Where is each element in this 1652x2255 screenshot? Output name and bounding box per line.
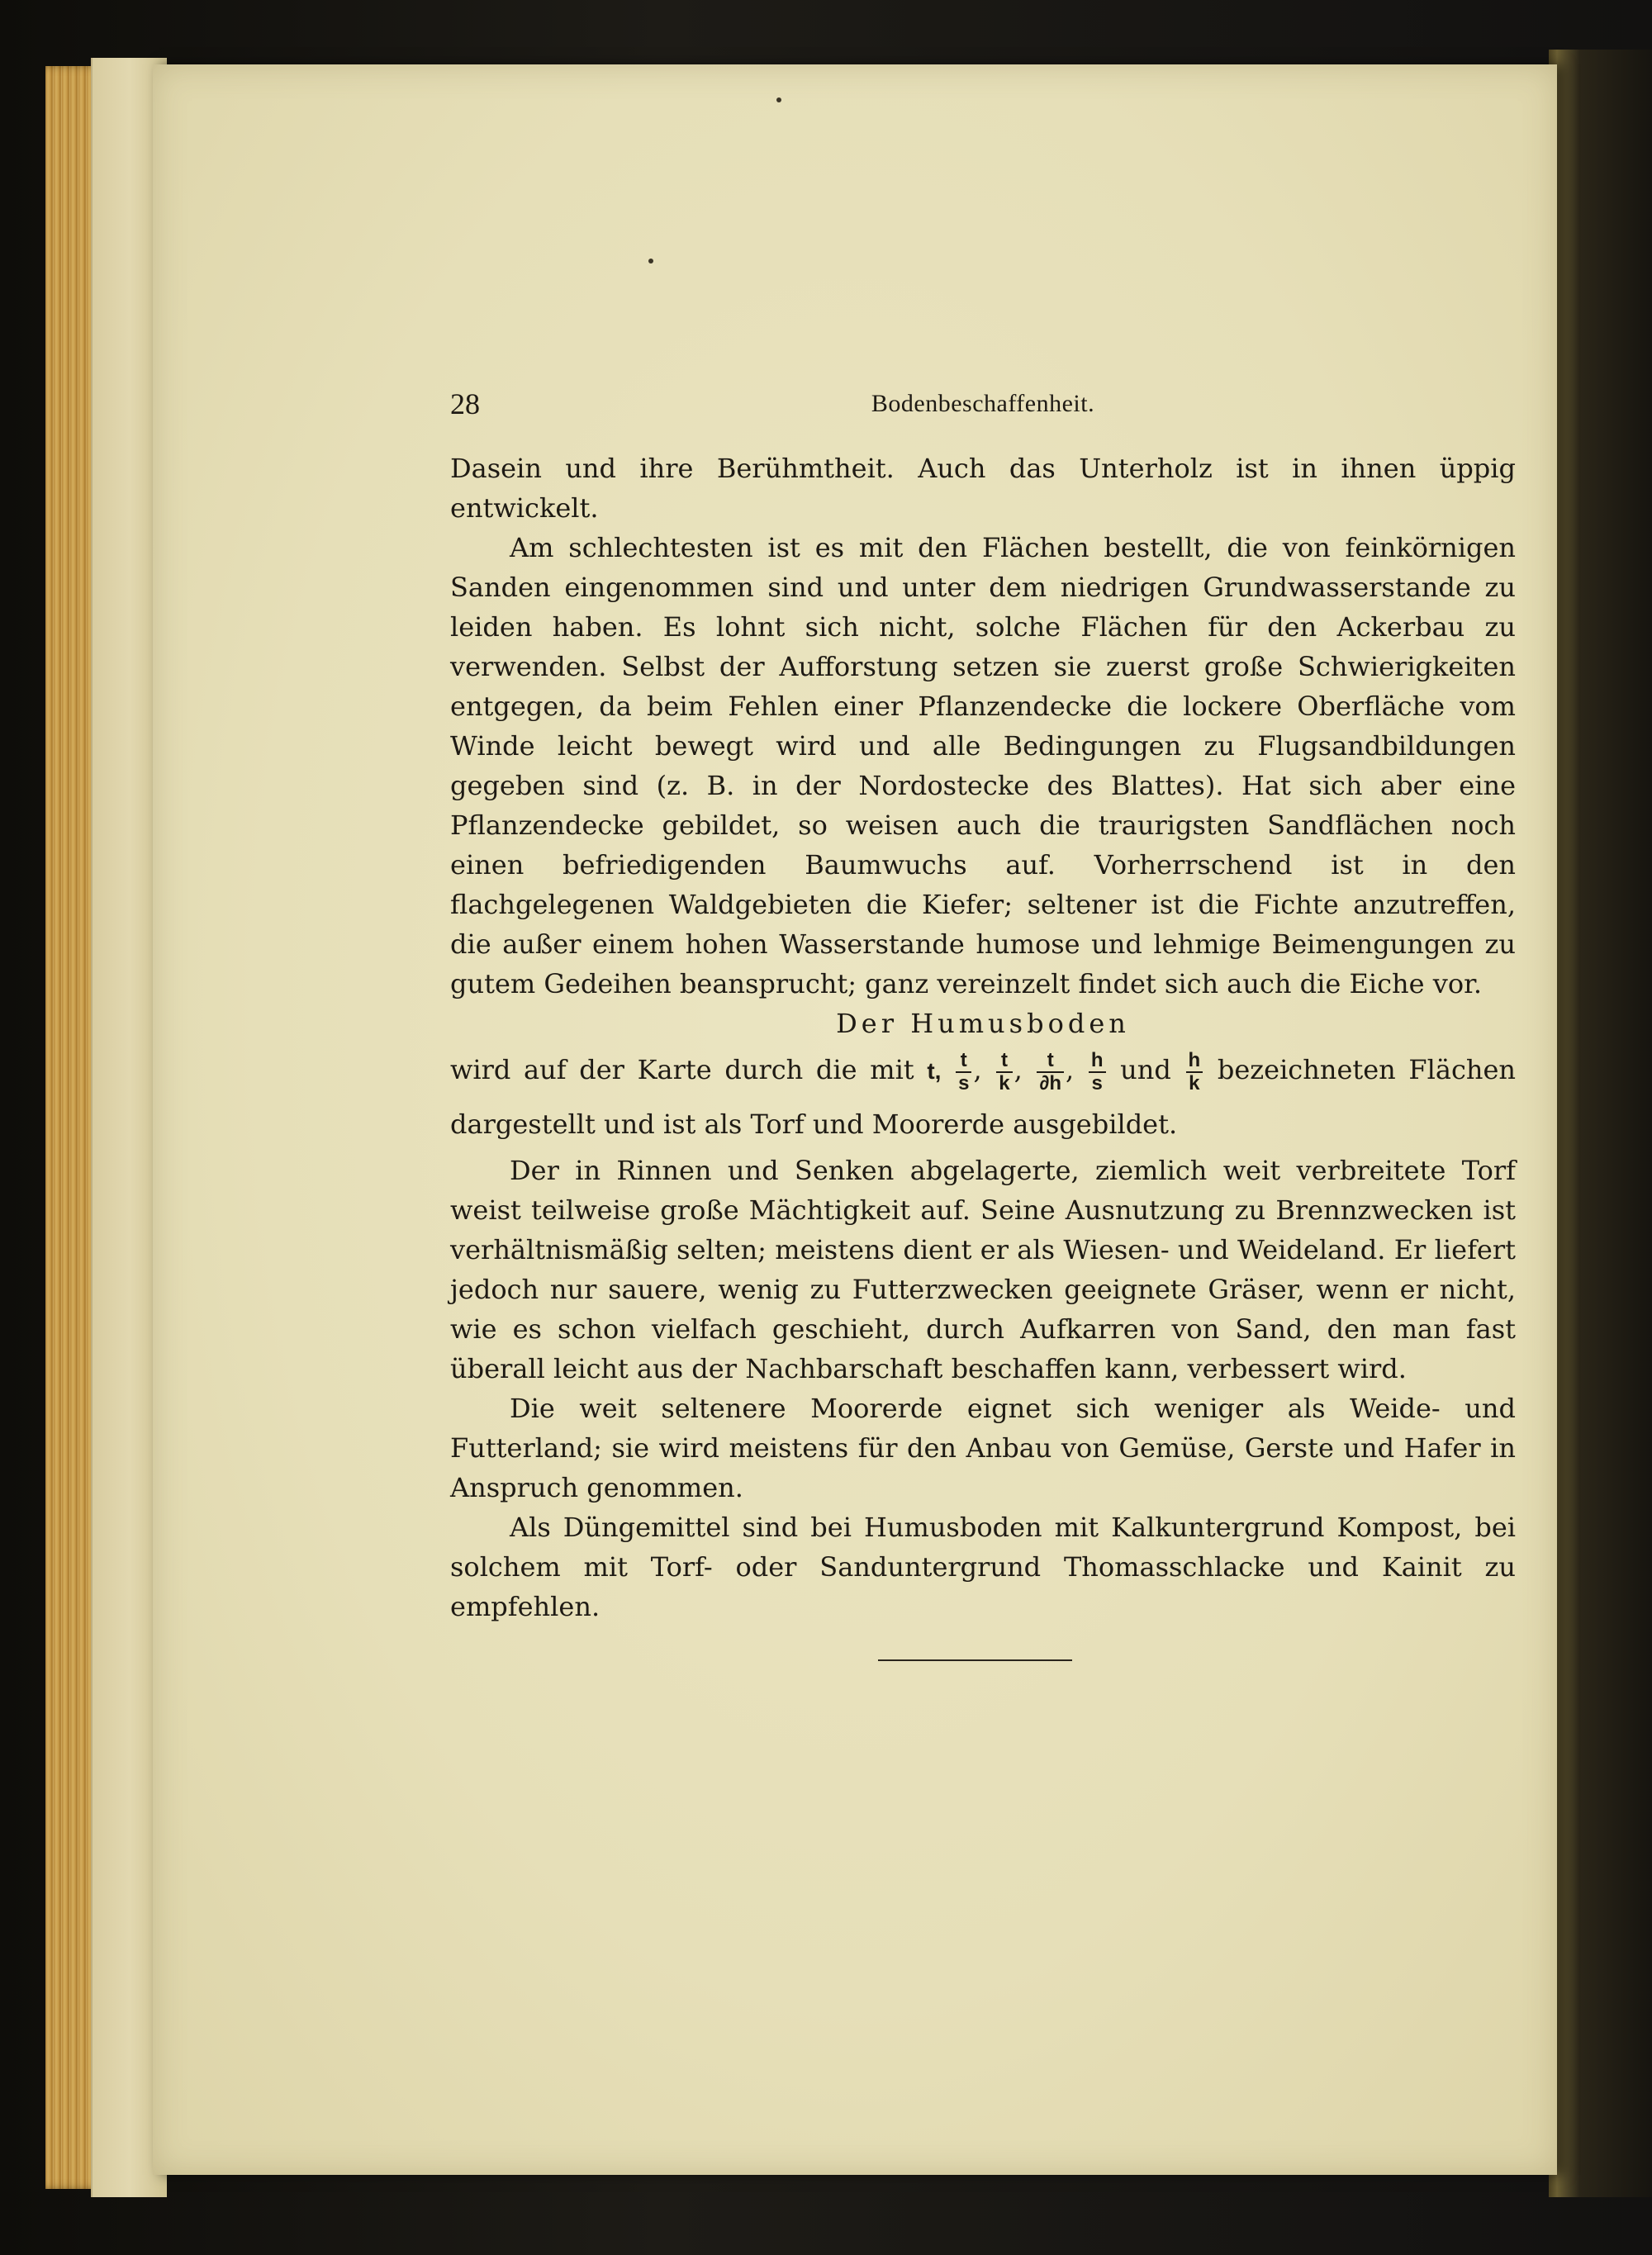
page-text-block <box>450 378 1516 1661</box>
paragraph-sandflaechen: Am schlechtesten ist es mit den Flächen bestellt, die von feinkörnigen Sanden eingenommen sind und unter dem niedrigen Grundwasserstande zu leiden haben. Es lohnt sich nicht, solche Flächen für den Ackerbau zu verwenden. Selbst der Aufforstung setzen sie zuerst große Schwierigkeiten entgegen, da beim Fehlen einer Pflanzendecke die lockere Oberfläche vom Winde leicht bewegt wird und alle Bedingungen zu Flugsandbildungen gegeben sind (z. B. in der Nordostecke des Blattes). Hat sich aber eine Pflanzendecke gebildet, so weisen auch die traurigsten Sandflächen noch einen befriedigenden Baumwuchs auf. Vorherrschend ist in den flachgelegenen Waldgebieten die Kiefer; seltener ist die Fichte anzutreffen, die außer einem hohen Wasserstande humose und lehmige Beimengungen zu gutem Gedeihen beansprucht; ganz vereinzelt findet sich auch die Eiche vor. <box>450 532 1516 999</box>
paragraph-continuation: Dasein und ihre Berühmtheit. Auch das Unterholz ist in ihnen üppig entwickelt. <box>450 453 1516 524</box>
paragraph-humusboden-symbols: wird auf der Karte durch die mit t, $\frac{t}{s}$ , $\frac{t}{k}$ , $\frac{t}{\partial h}$ , $\frac{h}{s}$ und $\frac{h}{k}$ bezeichneten Flächen dargestellt und ist als Torf und Moorerde ausgebildet. <box>450 1048 1517 1140</box>
binding-shadow <box>1549 50 1652 2197</box>
map-symbol-fraction: $\frac{t}{k}$ <box>996 1050 1012 1094</box>
map-symbol-fraction: $\frac{t}{s}$ <box>956 1050 971 1094</box>
paragraph-torf: Der in Rinnen und Senken abgelagerte, ziemlich weit verbreitete Torf weist teilweise große Mächtigkeit auf. Seine Ausnutzung zu Brennzwecken ist verhältnismäßig selten; meistens dient er als Wiesen- und Weideland. Er liefert jedoch nur sauere, wenig zu Futterzwecken geeignete Gräser, wenn er nicht, wie es schon vielfach geschieht, durch Aufkarren von Sand, den man fast überall leicht aus der Nachbarschaft beschaffen kann, verbessert wird. <box>450 1155 1516 1384</box>
paragraph-duengemittel: Als Düngemittel sind bei Humusboden mit Kalkuntergrund Kompost, bei solchem mit Torf- oder Sanduntergrund Thomasschlacke und Kainit zu empfehlen. <box>450 1512 1516 1622</box>
paragraph-moorerde: Die weit seltenere Moorerde eignet sich weniger als Weide- und Futterland; sie wird meistens für den Anbau von Gemüse, Gerste und Hafer in Anspruch genommen. <box>450 1393 1516 1503</box>
section-heading: Der Humusboden <box>836 1008 1130 1039</box>
paper-speck <box>776 97 781 102</box>
running-head-title: Bodenbeschaffenheit. <box>871 390 1095 417</box>
page-number: 28 <box>450 387 480 420</box>
running-head <box>450 378 1516 428</box>
section-end-rule <box>878 1659 1072 1661</box>
map-symbol-t: t, <box>927 1058 942 1084</box>
body-text <box>450 449 1516 1626</box>
map-symbol-fraction: $\frac{t}{\partial h}$ <box>1037 1050 1064 1094</box>
humusboden-description: bezeichneten Flächen dargestellt und ist als Torf und Moorerde ausgebildet. <box>450 1054 1517 1140</box>
map-symbol-fraction: $\frac{h}{s}$ <box>1089 1050 1106 1094</box>
humusboden-intro-text: wird auf der Karte durch die mit <box>450 1054 914 1085</box>
and-word: und <box>1120 1054 1171 1085</box>
page-sheet <box>153 64 1557 2175</box>
paper-speck <box>648 259 653 263</box>
map-symbol-fraction: $\frac{h}{k}$ <box>1186 1050 1203 1094</box>
